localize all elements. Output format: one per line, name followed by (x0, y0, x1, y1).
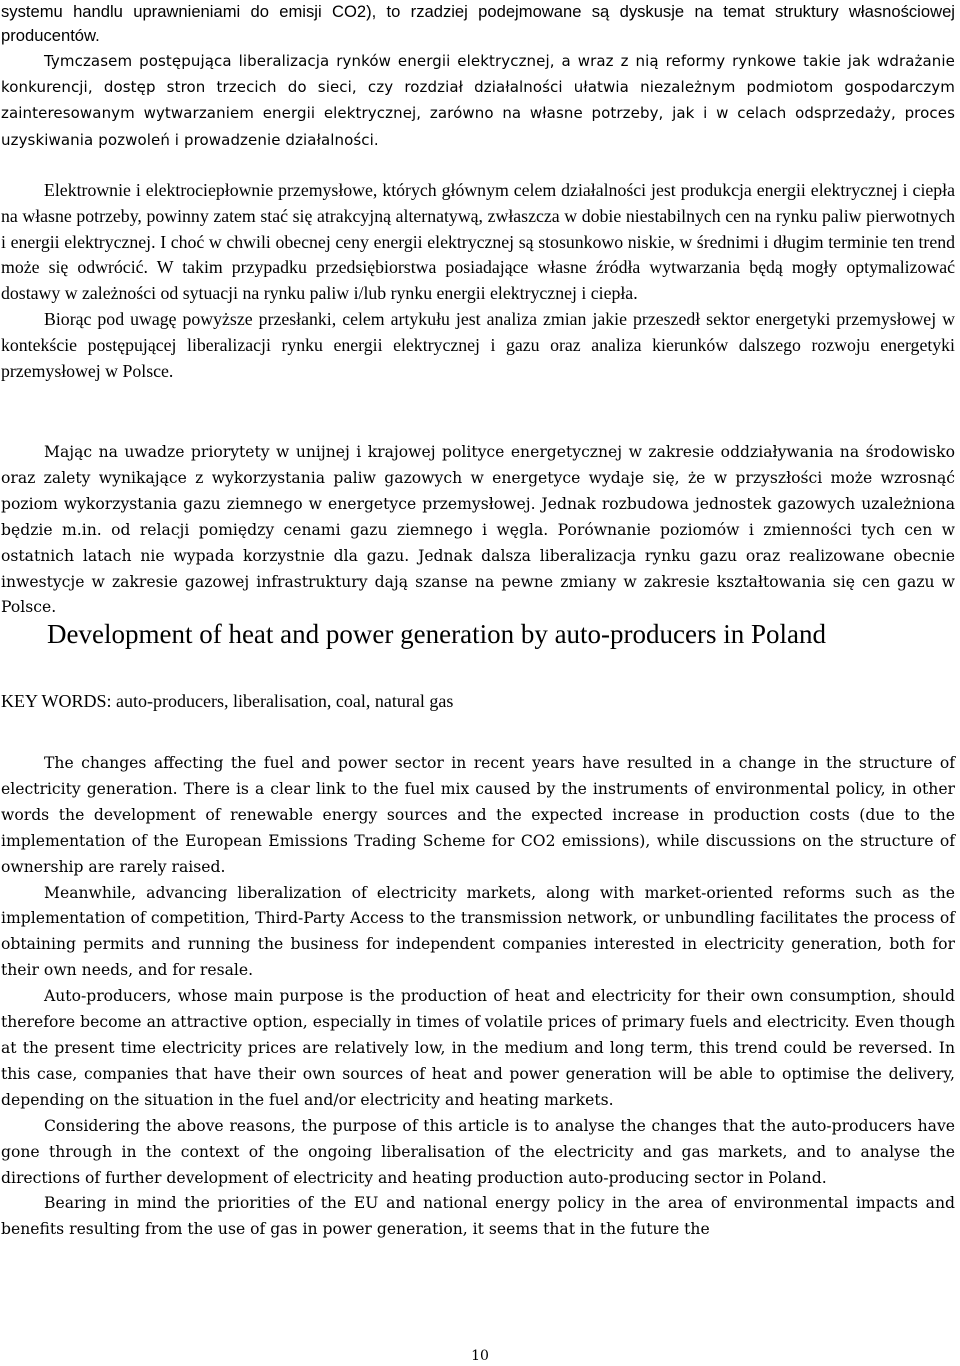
english-paragraph-3: Auto-producers, whose main purpose is the production of heat and electricity for their own consumption, should therefore become an attractive option, especially in times of volatile prices of primary fuels and electricity. Even though at the present time electricity prices are relatively low, in the medium and long term, this trend could be reversed. In this case, companies that have their own sources of heat and power generation will be able to optimise the delivery, depending on the situation in the fuel and/or electricity and heating markets. (1, 987, 955, 1109)
english-title: Development of heat and power generation by auto-producers in Poland (47, 619, 827, 649)
english-paragraph-2: Meanwhile, advancing liberalization of electricity markets, along with market-oriented reforms such as the implementation of competition, Third-Party Access to the transmission network, or unbundling facilitates the process of obtaining permits and running the business for independent companies interested in electricity generation, both for their own needs, and for resale. (1, 883, 955, 980)
page-number: 10 (471, 1348, 489, 1364)
polish-paragraph-4: Biorąc pod uwagę powyższe przesłanki, celem artykułu jest analiza zmian jakie przeszedł sektor energetyki przemysłowej w kontekście postępującej liberalizacji rynku energii elektrycznej i gazu oraz analiza kierunków dalszego rozwoju energetyki przemysłowej w Polsce. (1, 308, 955, 381)
polish-paragraph-5: Mając na uwadze priorytety w unijnej i krajowej polityce energetycznej w zakresie oddziaływania na środowisko oraz zalety wynikające z wykorzystania paliw gazowych w energetyce wydaje się, że w przyszłości może wzrosnąć poziom wykorzystania gazu ziemnego w energetyce przemysłowej. Jednak rozbudowa jednostek gazowych uzależniona będzie m.in. od relacji pomiędzy cenami gazu ziemnego i węgla. Porównanie poziomów i zmienności tych cen w ostatnich latach nie wypada korzystnie dla gazu. Jednak dalsza liberalizacja rynku gazu oraz realizowane obecnie inwestycje w zakresie gazowej infrastruktury dają szanse na pewne zmiany w zakresie kształtowania się cen gazu w Polsce. (1, 443, 955, 617)
english-paragraph-1: The changes affecting the fuel and power sector in recent years have resulted in a change in the structure of electricity generation. There is a clear link to the fuel mix caused by the instruments of environmental policy, in other words the development of renewable energy sources and the expected increase in production costs (due to the implementation of the European Emissions Trading Scheme for CO2 emissions), while discussions on the structure of ownership are rarely raised. (1, 754, 955, 876)
polish-paragraph-1-block (1, 0, 955, 48)
english-paragraph-5: Bearing in mind the priorities of the EU and national energy policy in the area of environmental impacts and benefits resulting from the use of gas in power generation, it seems that in the future the (1, 1194, 955, 1239)
polish-paragraph-1: systemu handlu uprawnieniami do emisji CO2), to rzadziej podejmowane są dyskusje na temat struktury własnościowej producentów. (1, 2, 955, 45)
polish-paragraph-5-block (1, 440, 955, 621)
polish-paragraph-3-block (1, 178, 955, 384)
polish-paragraph-2: Tymczasem postępująca liberalizacja rynków energii elektrycznej, a wraz z nią reformy rynkowe takie jak wdrażanie konkurencji, dostęp stron trzecich do sieci, czy rozdział działalności ułatwia niezależnym podmiotom gospodarczym zainteresowanym wytwarzaniem energii elektrycznej, zarówno na własne potrzeby, jak i w celach odsprzedaży, proces uzyskiwania pozwoleń i prowadzenie działalności. (1, 52, 955, 149)
polish-paragraph-2-block (1, 48, 955, 153)
english-abstract-block (1, 751, 955, 1243)
polish-paragraph-3: Elektrownie i elektrociepłownie przemysłowe, których głównym celem działalności jest produkcja energii elektrycznej i ciepła na własne potrzeby, powinny zatem stać się atrakcyjną alternatywą, zwłaszcza w dobie niestabilnych cen na rynku paliw pierwotnych i energii elektrycznej. I choć w chwili obecnej ceny energii elektrycznej są stosunkowo niskie, w średnimi i długim terminie ten trend może się odwrócić. W takim przypadku przedsiębiorstwa posiadające własne źródła wytwarzania będą mogły optymalizować dostawy w zależności od sytuacji na rynku paliw i/lub rynku energii elektrycznej i ciepła. (1, 180, 955, 304)
english-paragraph-4: Considering the above reasons, the purpose of this article is to analyse the changes that the auto-producers have gone through in the context of the ongoing liberalisation of the electricity and gas markets, and to analyse the directions of further development of electricity and heating production auto-producing sector in Poland. (1, 1116, 955, 1187)
keywords-line: KEY WORDS: auto-producers, liberalisation, coal, natural gas (1, 691, 454, 711)
